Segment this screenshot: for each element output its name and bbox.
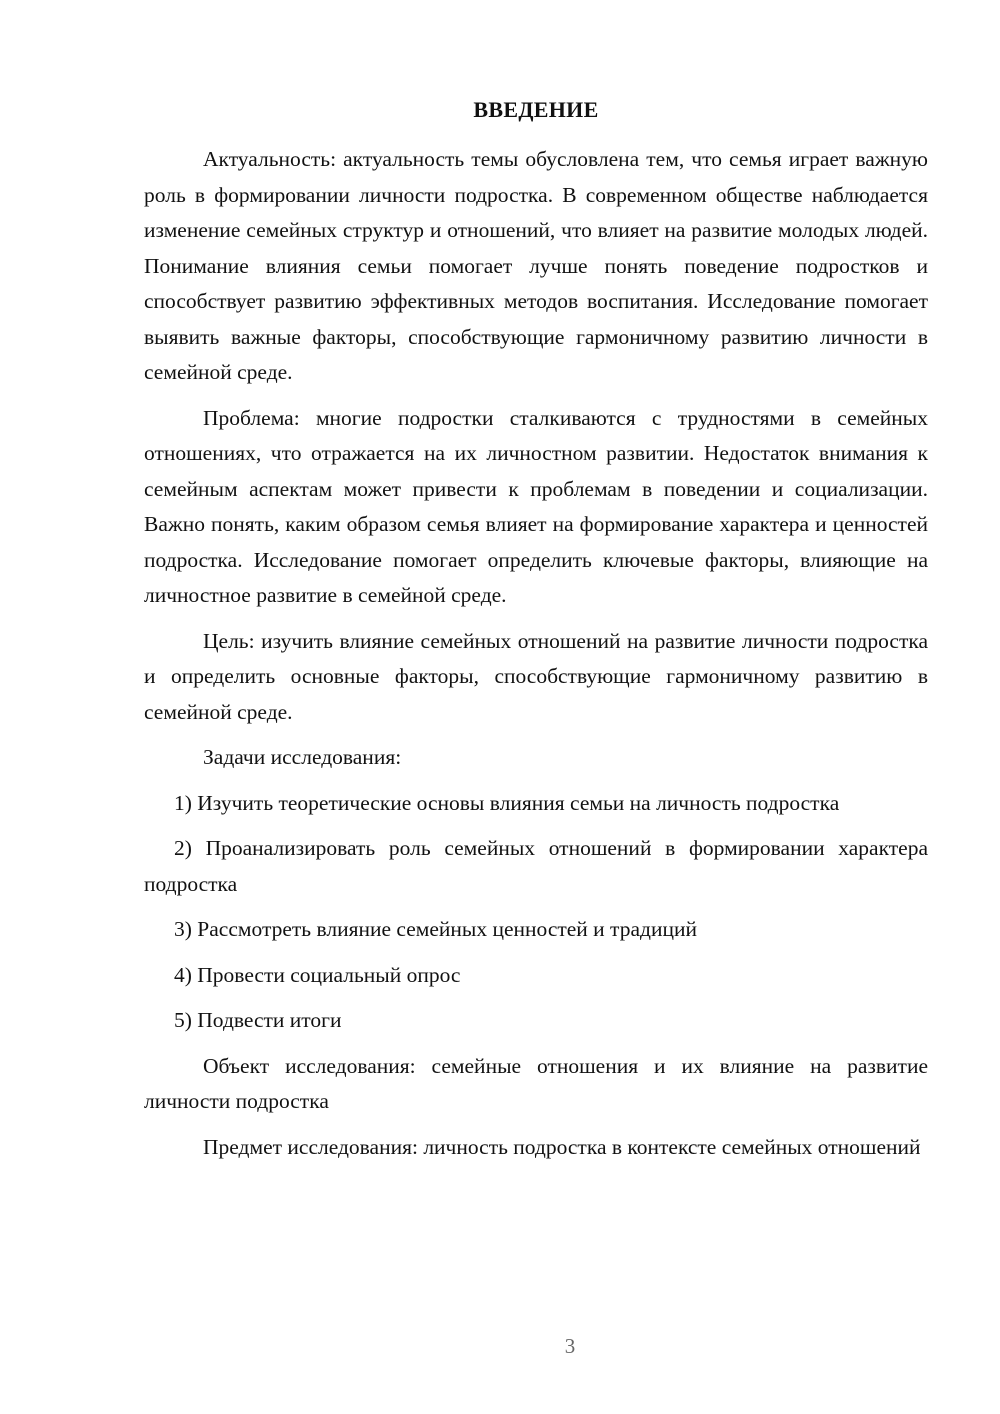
paragraph-relevance: Актуальность: актуальность темы обусловлена тем, что семья играет важную роль в формировании личности подростка. В современном обществе наблюдается изменение семейных структур и отношений, что влияет на развитие молодых людей. Понимание влияния семьи помогает лучше понять поведение подростков и способствует развитию эффективных методов воспитания. Исследование помогает выявить важные факторы, способствующие гармоничному развитию личности в семейной среде. [144,147,928,384]
page-content [144,92,928,1165]
page-title: ВВЕДЕНИЕ [473,97,599,122]
paragraph-subject: Предмет исследования: личность подростка в контексте семейных отношений [203,1134,921,1159]
tasks-heading: Задачи исследования: [203,745,402,769]
list-item: 1) Изучить теоретические основы влияния семьи на личность подростка [174,790,840,815]
page-number: 3 [564,1334,576,1358]
list-item: 3) Рассмотреть влияние семейных ценностей и традиций [174,917,697,941]
paragraph-problem: Проблема: многие подростки сталкиваются с трудностями в семейных отношениях, что отражается на их личностном развитии. Недостаток внимания к семейным аспектам может привести к проблемам в поведении и социализации. Важно понять, каким образом семья влияет на формирование характера и ценностей подростка. Исследование помогает определить ключевые факторы, влияющие на личностное развитие в семейной среде. [144,405,928,607]
list-item: 5) Подвести итоги [174,1008,342,1032]
list-item: 4) Провести социальный опрос [174,962,461,987]
list-item: 2) Проанализировать роль семейных отношений в формировании характера подростка [144,836,928,896]
paragraph-goal: Цель: изучить влияние семейных отношений на развитие личности подростка и определить основные факторы, способствующие гармоничному развитию в семейной среде. [144,628,928,724]
paragraph-object: Объект исследования: семейные отношения и их влияние на развитие личности подростка [144,1053,928,1113]
tasks-list [144,786,928,1039]
